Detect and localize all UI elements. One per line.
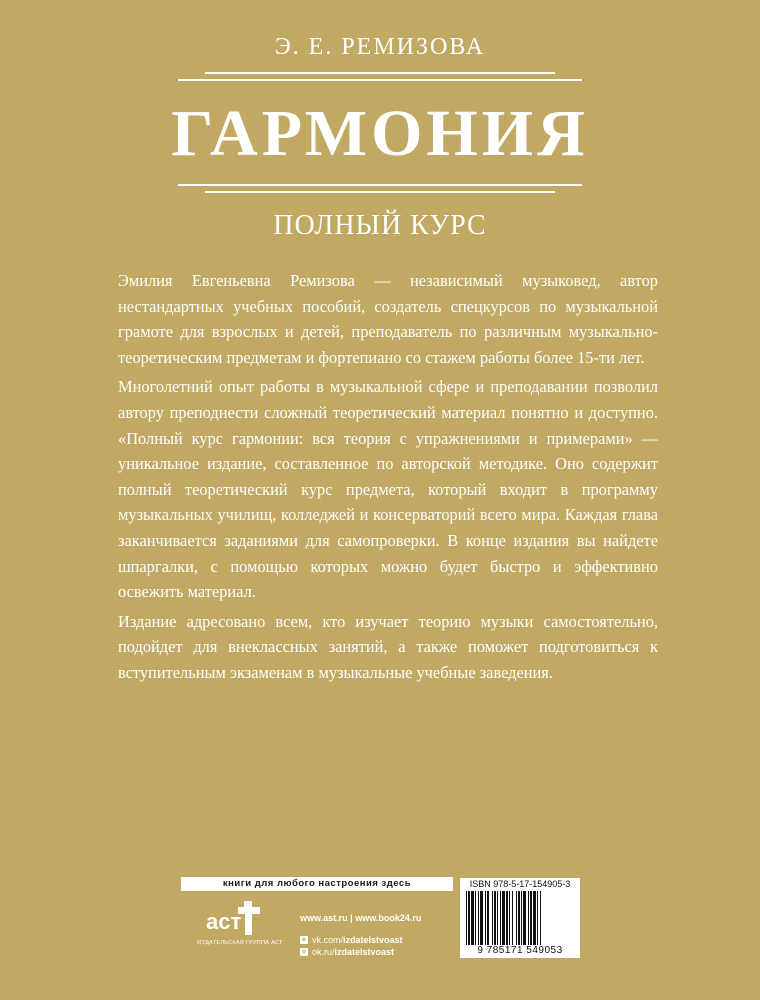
ast-logo-icon — [204, 895, 264, 939]
barcode-bar — [530, 891, 532, 945]
barcode-bar — [506, 891, 508, 945]
vk-prefix: vk.com/ — [312, 935, 344, 945]
barcode-bar — [500, 891, 501, 945]
barcode-bar — [523, 891, 526, 945]
barcode-bar — [533, 891, 536, 945]
barcode-bar — [521, 891, 522, 945]
description-paragraph: Издание адресовано всем, кто изучает теорию музыки самостоятельно, подойдет для внеклассных занятий, а также поможет подготовиться к вступительным экзаменам в музыкальные учебные заведения. — [118, 611, 658, 682]
barcode-bar — [494, 891, 496, 945]
ok-prefix: ok.ru/ — [312, 947, 335, 957]
barcode-bar — [537, 891, 538, 945]
title-rule-top-1 — [205, 72, 555, 74]
barcode-bar — [480, 891, 483, 945]
barcode-bar — [509, 891, 510, 945]
publisher-slogan: книги для любого настроения здесь — [181, 877, 453, 891]
barcode-bar — [468, 891, 470, 945]
website-links[interactable]: www.ast.ru | www.book24.ru — [300, 913, 422, 923]
ok-icon: о — [300, 948, 308, 956]
author-name: Э. Е. РЕМИЗОВА — [274, 34, 486, 60]
barcode-bar — [512, 891, 513, 945]
barcode-bar — [485, 891, 486, 945]
barcode-bar — [528, 891, 529, 945]
barcode-bar — [516, 891, 517, 945]
barcode-bar — [475, 891, 476, 945]
title-rule-top-2 — [178, 79, 582, 81]
book-subtitle: ПОЛНЫЙ КУРС — [273, 210, 487, 241]
isbn-box — [460, 878, 580, 958]
barcode-bar — [497, 891, 498, 945]
barcode-bar — [518, 891, 520, 945]
vk-icon: в — [300, 936, 308, 944]
description-text — [118, 268, 658, 690]
ast-logo-text: аст — [206, 909, 242, 934]
barcode-bar — [478, 891, 479, 945]
description-paragraph: Многолетний опыт работы в музыкальной сфере и преподавании позволил автору преподнести сложный теоретический материал понятно и доступно. «Полный курс гармонии: вся теория с упражнениями и примерами» — уникальное издание, составленное по авторской методике. Оно содержит полный теоретический курс предмета, который входит в программу музыкальных училищ, колледжей и консерваторий всего мира. Каждая глава заканчивается заданиями для самопроверки. В конце издания вы найдете шпаргалки, с помощью которых можно будет быстро и эффективно освежить материал. — [118, 377, 658, 602]
barcode-bar — [471, 891, 474, 945]
logo-caption: ИЗДАТЕЛЬСКАЯ ГРУППА АСТ — [197, 940, 283, 946]
isbn-label: ISBN 978-5-17-154905-3 — [469, 879, 571, 889]
title-rule-bottom-2 — [205, 191, 555, 193]
isbn-digits: 9 785171 549053 — [477, 945, 563, 956]
barcode-bar — [466, 891, 467, 945]
barcode-bar — [540, 891, 541, 945]
description-paragraph: Эмилия Евгеньевна Ремизова — независимый музыковед, автор нестандартных учебных пособий, создатель спецкурсов по музыкальной грамоте для взрослых и детей, преподаватель по различным музыкально-теоретическим предметам и фортепиано со стажем работы более 15-ти лет. — [118, 271, 658, 367]
book-title: ГАРМОНИЯ — [171, 97, 589, 170]
vk-handle: izdatelstvoast — [343, 935, 403, 945]
barcode-bar — [487, 891, 489, 945]
title-rule-bottom-1 — [178, 184, 582, 186]
ok-handle: izdatelstvoast — [334, 947, 395, 957]
vk-link[interactable] — [300, 935, 403, 945]
barcode-icon — [466, 891, 574, 945]
barcode-bar — [492, 891, 493, 945]
barcode-bar — [502, 891, 505, 945]
ok-link[interactable] — [300, 947, 394, 957]
